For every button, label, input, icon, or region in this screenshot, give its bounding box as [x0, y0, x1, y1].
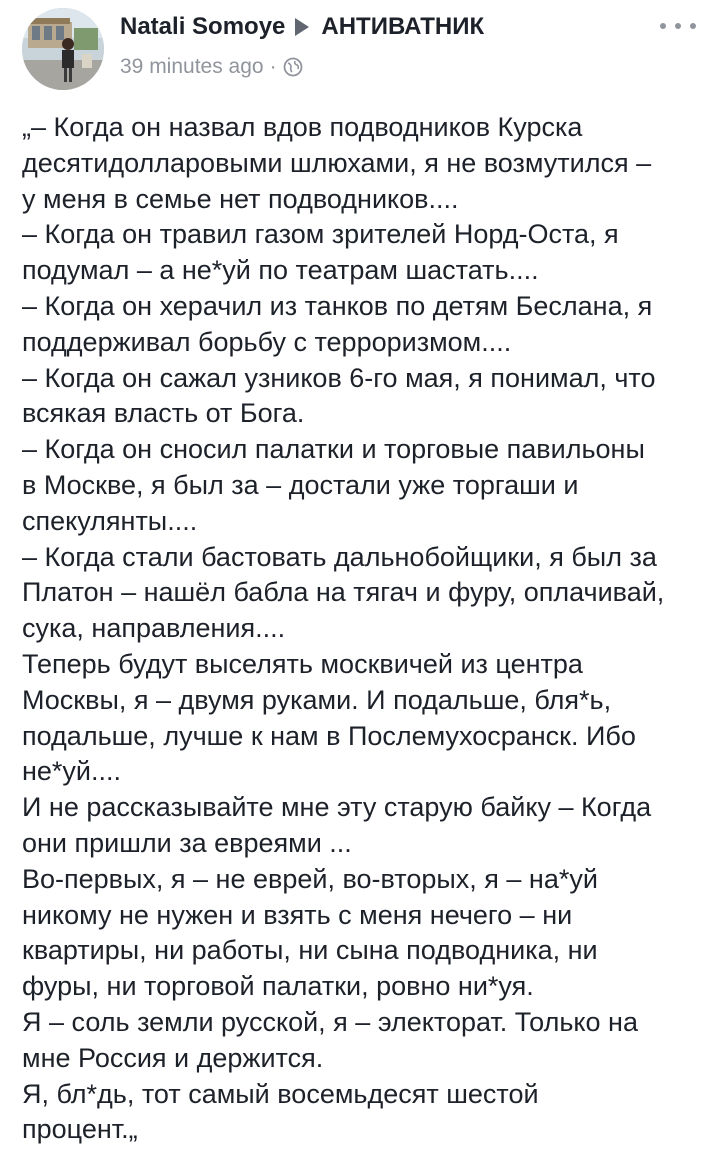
post-text-line: – Когда стали бастовать дальнобойщики, я был за: [22, 541, 657, 572]
post-text-line: мне Россия и держится.: [22, 1042, 324, 1073]
post-text-line: фуры, ни торговой палатки, ровно ни*уя.: [22, 971, 534, 1002]
author-avatar[interactable]: [22, 8, 104, 90]
post-text-line: сука, направления....: [22, 613, 286, 644]
post-text-line: Я, бл*дь, тот самый восемьдесят шестой: [22, 1078, 539, 1109]
post-text-line: квартиры, ни работы, ни сына подводника, ни: [22, 935, 598, 966]
more-dot: [660, 23, 666, 29]
post-text-line: Я – соль земли русской, я – электорат. Только на: [22, 1006, 638, 1037]
post-text-line: – Когда он херачил из танков по детям Беслана, я: [22, 290, 653, 321]
meta-separator: ·: [269, 55, 277, 78]
globe-icon: [283, 57, 303, 77]
author-name[interactable]: Natali Somoye: [120, 13, 286, 40]
post-text-line: Теперь будут выселять москвичей из центра: [22, 648, 583, 679]
author-line: [120, 10, 484, 44]
arrow-right-icon: [295, 18, 309, 36]
post-text-line: поддерживал борьбу с терроризмом....: [22, 326, 512, 357]
post-header: [22, 8, 702, 94]
post-text-line: подальше, лучше к нам в Послемухосранск. Ибо: [22, 720, 636, 751]
post-text-line: Москвы, я – двумя руками. И подальше, бля*ь,: [22, 684, 612, 715]
post-text-line: Во-первых, я – не еврей, во-вторых, я – на*уй: [22, 863, 598, 894]
post-text-line: – Когда он травил газом зрителей Норд-Оста, я: [22, 219, 619, 250]
post-text-line: – Когда он сажал узников 6-го мая, я понимал, что: [22, 362, 656, 393]
post-text-line: не*уй....: [22, 756, 122, 787]
post-text-line: всякая власть от Бога.: [22, 398, 305, 429]
post-text-line: спекулянты....: [22, 505, 198, 536]
post-text-line: у меня в семье нет подводников....: [22, 183, 459, 214]
post-text-line: в Москве, я был за – достали уже торгаши и: [22, 469, 579, 500]
post-text-line: процент.„: [22, 1114, 138, 1145]
post-timestamp[interactable]: 39 minutes ago: [120, 55, 264, 78]
more-dot: [675, 23, 681, 29]
post-text-line: они пришли за евреями ...: [22, 827, 352, 858]
post-text-line: И не рассказывайте мне эту старую байку – Когда: [22, 792, 652, 823]
post-text-line: подумал – а не*уй по театрам шастать....: [22, 255, 539, 286]
post-text-line: Платон – нашёл бабла на тягач и фуру, оплачивай,: [22, 577, 665, 608]
post-meta: [120, 52, 303, 82]
avatar-photo: [22, 8, 104, 90]
post-body: [22, 110, 702, 1148]
more-dot: [690, 23, 696, 29]
post-text-line: – Когда он сносил палатки и торговые павильоны: [22, 434, 645, 465]
group-name[interactable]: АНТИВАТНИК: [321, 13, 485, 40]
post-text-line: никому не нужен и взять с меня нечего – ни: [22, 899, 573, 930]
post-text-line: десятидолларовыми шлюхами, я не возмутился –: [22, 147, 652, 178]
post-text-line: „– Когда он назвал вдов подводников Курска: [22, 112, 583, 142]
more-options-icon[interactable]: [660, 16, 696, 36]
